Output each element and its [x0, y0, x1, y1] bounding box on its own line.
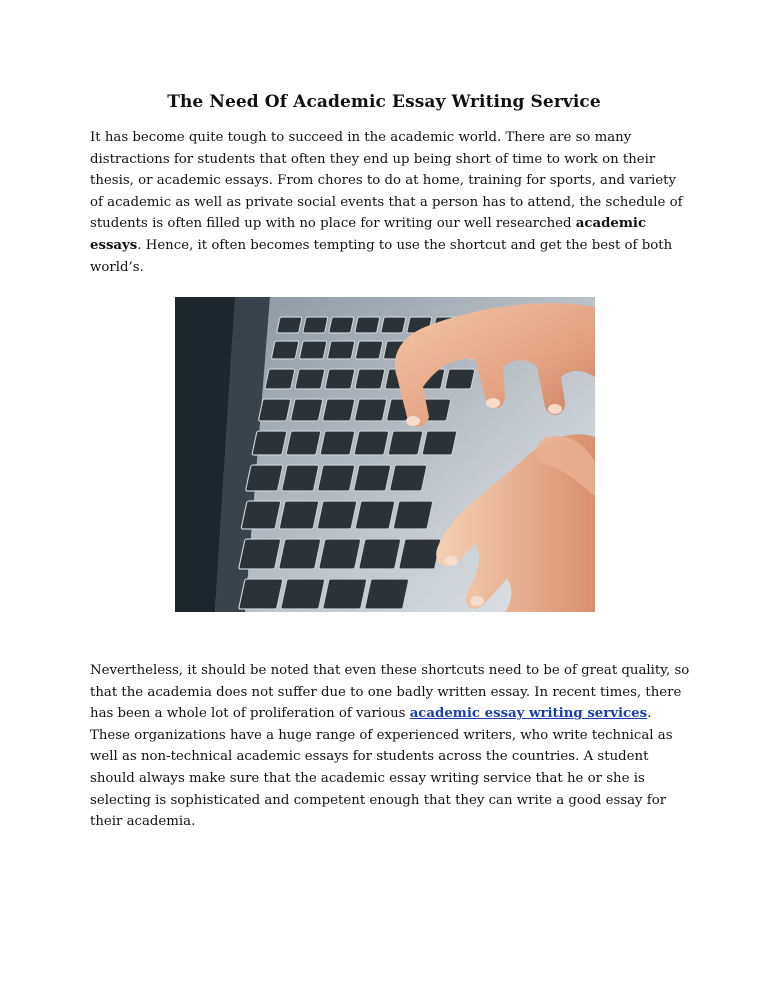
bold-keyword: academic essays — [90, 216, 647, 253]
body-text-start: Nevertheless, it should be noted that even these shortcuts need to be of great quality, so that the academia does not suffer due to one badly written essay. In recent times, there has been a whole lot of proliferation of various — [90, 663, 690, 722]
intro-paragraph — [90, 127, 690, 278]
body-text-end: . These organizations have a huge range of experienced writers, who write technical as well as non-technical academic essays for students across the countries. A student should always make sure that the academic essay writing service that he or she is selecting is sophisticated and competent enough that they can write a good essay for their academia. — [90, 706, 673, 830]
typing-photo — [175, 297, 595, 612]
body-paragraph — [90, 660, 690, 833]
intro-text-start: It has become quite tough to succeed in the academic world. There are so many distractions for students that often they end up being short of time to work on their thesis, or academic essays. From chores to do at home, training for sports, and variety of academic as well as private social events that a person has to attend, the schedule of students is often filled up with no place for writing our well researched — [90, 130, 683, 232]
intro-text-end: . Hence, it often becomes tempting to use the shortcut and get the best of both world’s. — [90, 237, 673, 275]
writing-services-link[interactable]: academic essay writing services — [409, 706, 648, 722]
page-title: The Need Of Academic Essay Writing Service — [167, 92, 601, 112]
keyboard-hands-illustration — [175, 297, 595, 612]
